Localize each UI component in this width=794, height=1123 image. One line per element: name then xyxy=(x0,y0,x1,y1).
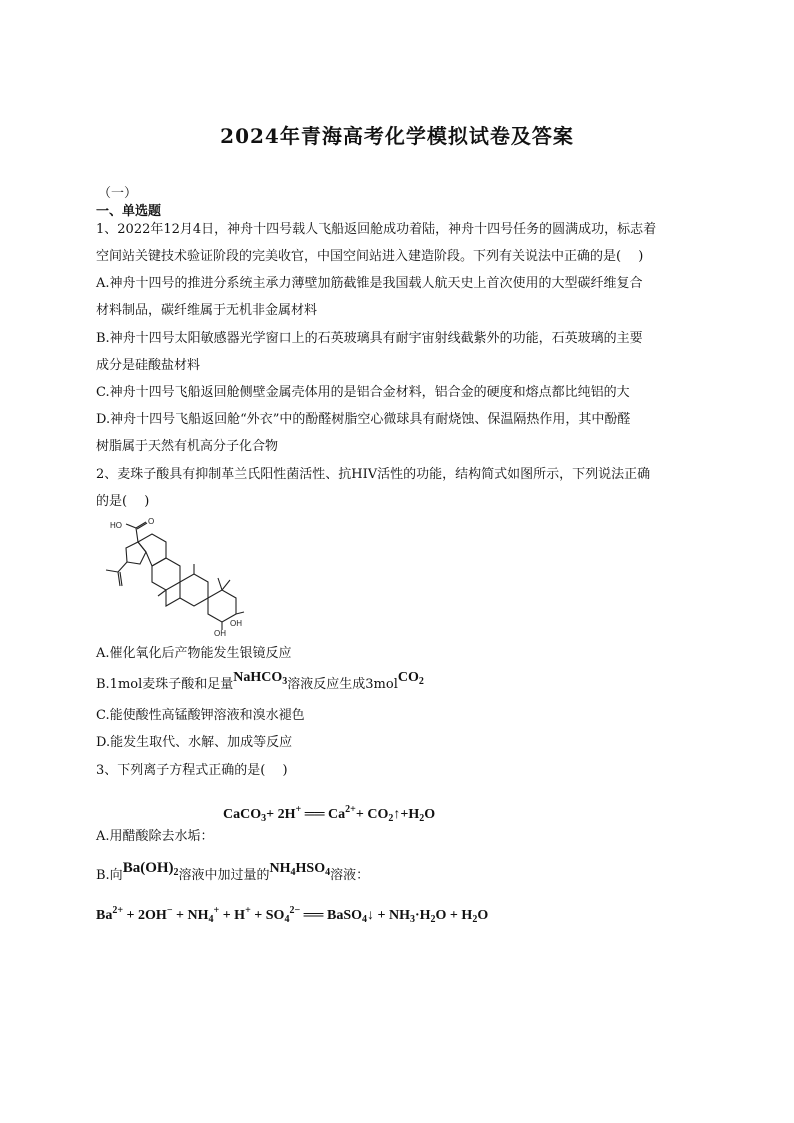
q3-stem: 3、下列离子方程式正确的是( ) xyxy=(96,763,288,778)
section-number: （一） xyxy=(98,186,138,201)
q2-b-reagent: NaHCO$_3$ xyxy=(233,670,288,687)
q2-option-b xyxy=(96,670,424,698)
label-ho: HO xyxy=(110,521,122,530)
q3-equation-b: $Ba^{2+} + 2OH^- + NH_4^+ + H^+ + SO_4^{2-}$ ══ BaSO$_4$↓ + $NH_3\cdot H_2O + H_2O$ xyxy=(96,905,489,925)
q2-b-pre: B.1mol麦珠子酸和足量 xyxy=(96,677,234,692)
q2-b-mid: 溶液反应生成3mol xyxy=(287,677,398,692)
q1-option-d-line1: D.神舟十四号飞船返回舱“外衣”中的酚醛树脂空心微球具有耐烧蚀、保温隔热作用，其中酚醛 xyxy=(96,412,631,427)
q3-option-b: B.向$Ba(OH)_2$溶液中加过量的$NH_4HSO_4$溶液： xyxy=(96,860,370,883)
q1-stem-line2: 空间站关键技术验证阶段的完美收官，中国空间站进入建造阶段。下列有关说法中正确的是( ) xyxy=(96,249,644,264)
q1-option-a-line2: 材料制品，碳纤维属于无机非金属材料 xyxy=(96,303,318,318)
q2-option-a: A.催化氧化后产物能发生银镜反应 xyxy=(96,646,292,661)
q3-option-a: A.用醋酸除去水垢： xyxy=(96,829,214,844)
page-title: 2024年青海高考化学模拟试卷及答案 xyxy=(220,124,574,148)
q2-b-product: $CO_2$ xyxy=(397,670,424,687)
q1-stem-line1: 1、2022年12月4日，神舟十四号载人飞船返回舱成功着陆，神舟十四号任务的圆满成功，标志着 xyxy=(96,222,657,237)
q1-option-b-line2: 成分是硅酸盐材料 xyxy=(96,358,201,373)
q1-option-c: C.神舟十四号飞船返回舱侧壁金属壳体用的是铝合金材料，铝合金的硬度和熔点都比纯铝的大 xyxy=(96,385,630,400)
q2-option-c: C.能使酸性高锰酸钾溶液和溴水褪色 xyxy=(96,708,305,723)
label-o: O xyxy=(148,517,155,526)
q3-equation-a: CaCO$_3$+ 2H+ ══ $Ca^{2+}+$ $CO_2↑+H_2O$ xyxy=(223,804,436,824)
label-oh2: OH xyxy=(214,629,226,636)
q2-stem-line1: 2、麦珠子酸具有抑制革兰氏阳性菌活性、抗HIV活性的功能，结构简式如图所示，下列说法正确 xyxy=(96,467,651,482)
q1-option-b-line1: B.神舟十四号太阳敏感器光学窗口上的石英玻璃具有耐宇宙射线截紫外的功能，石英玻璃的主要 xyxy=(96,331,643,346)
section-heading: 一、单选题 xyxy=(96,204,162,219)
structural-formula xyxy=(96,516,246,636)
q2-stem-line2: 的是( ) xyxy=(96,494,150,509)
q1-option-a-line1: A.神舟十四号的推进分系统主承力薄壁加筋截锥是我国载人航天史上首次使用的大型碳纤维复合 xyxy=(96,276,643,291)
q2-option-d: D.能发生取代、水解、加成等反应 xyxy=(96,735,293,750)
q1-option-d-line2: 树脂属于天然有机高分子化合物 xyxy=(96,439,279,454)
label-oh1: OH xyxy=(230,619,242,628)
